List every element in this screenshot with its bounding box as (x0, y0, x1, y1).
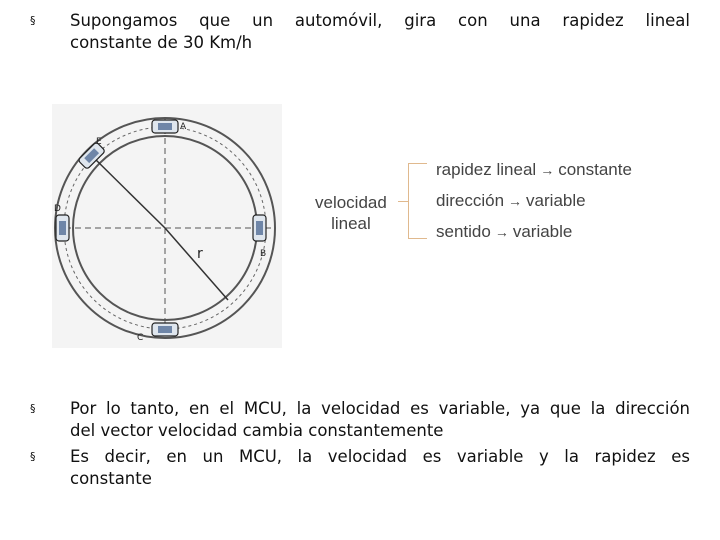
velocity-title-line-2: lineal (331, 214, 371, 233)
intro-line-2: constante de 30 Km/h (70, 33, 253, 52)
bullet-intro (30, 10, 690, 54)
car-icon (152, 120, 178, 133)
row-sense (436, 222, 572, 242)
velocity-title (315, 192, 387, 234)
bullet-marker: § (30, 14, 36, 27)
label-c: C (137, 333, 144, 343)
bullet-marker: § (30, 402, 36, 415)
arrow-icon: → (508, 193, 523, 209)
label-b: B (260, 249, 267, 259)
label-r: r (197, 246, 203, 262)
bullet-marker: § (30, 450, 36, 463)
arrow-icon: → (494, 224, 509, 240)
arrow-icon: → (540, 162, 555, 178)
row-direction (436, 191, 586, 211)
row-left: rapidez lineal (436, 160, 537, 179)
circle-track-diagram (52, 104, 282, 348)
bullet-summary (30, 446, 690, 490)
bracket (408, 163, 427, 239)
car-icon (56, 215, 69, 241)
label-a: A (180, 122, 187, 132)
row-left: sentido (436, 222, 491, 241)
circular-motion-figure (52, 104, 282, 348)
row-right: variable (512, 222, 573, 241)
car-icon (253, 215, 266, 241)
row-left: dirección (436, 191, 505, 210)
label-e: E (96, 137, 102, 147)
velocity-title-line-1: velocidad (315, 193, 387, 212)
car-icon (152, 323, 178, 336)
conclusion-line-2: del vector velocidad cambia constantemente (70, 421, 444, 440)
summary-line-1: Es decir, en un MCU, la velocidad es variable y la rapidez es (70, 447, 690, 466)
row-right: variable (526, 191, 586, 210)
velocity-concept-diagram (310, 155, 690, 255)
bullet-conclusion (30, 398, 690, 442)
bracket-connector (398, 201, 408, 202)
row-speed (436, 160, 632, 180)
intro-line-1: Supongamos que un automóvil, gira con una rapidez lineal (70, 11, 690, 30)
label-d: D (54, 204, 61, 214)
conclusion-line-1: Por lo tanto, en el MCU, la velocidad es variable, ya que la dirección (70, 399, 690, 418)
summary-line-2: constante (70, 469, 152, 488)
row-right: constante (558, 160, 632, 179)
